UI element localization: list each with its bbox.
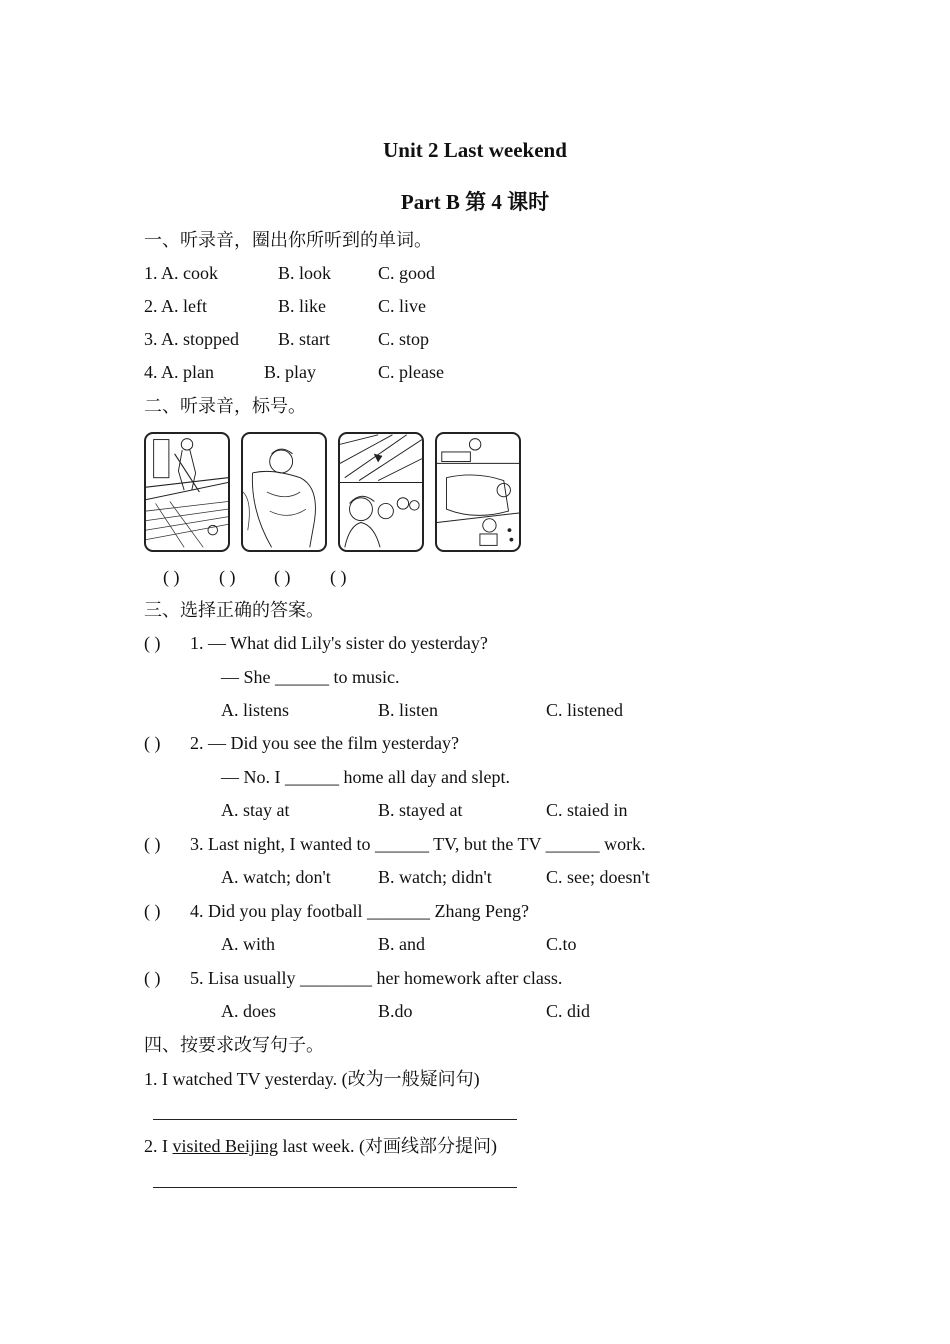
q1-stem: 1. — What did Lily's sister do yesterday? (190, 633, 488, 653)
mopping-floor-drawing (146, 434, 228, 550)
q5-answer-bracket[interactable]: ( ) (144, 968, 161, 988)
q2-option-b: B. stayed at (378, 800, 463, 820)
s1-item-3-option-b: B. start (278, 329, 330, 349)
s1-item-2-option-b: B. like (278, 296, 326, 316)
q2-stem-response: — No. I ______ home all day and slept. (221, 767, 510, 787)
section-heading-rewrite: 四、按要求改写句子。 (144, 1035, 324, 1055)
s1-item-2-option-c: C. live (378, 296, 426, 316)
picture-3-answer-bracket[interactable]: ( ) (274, 567, 291, 587)
q5-option-a: A. does (221, 1001, 276, 1021)
s1-item-3-number-option-a: 3. A. stopped (144, 329, 240, 349)
q5-option-c: C. did (546, 1001, 591, 1021)
s1-item-1-option-c: C. good (378, 263, 436, 283)
q3-option-a: A. watch; don't (221, 867, 331, 887)
page-title: Unit 2 Last weekend (383, 138, 567, 162)
cinema-drawing (340, 434, 422, 550)
rewrite-item-2-answer-line[interactable] (153, 1187, 517, 1188)
q1-stem-response: — She ______ to music. (221, 667, 400, 687)
sleeping-drawing (243, 434, 325, 550)
sleeping-picture (241, 432, 327, 552)
rewrite-item-1: 1. I watched TV yesterday. (改为一般疑问句) (144, 1069, 480, 1089)
q4-answer-bracket[interactable]: ( ) (144, 901, 161, 921)
q3-answer-bracket[interactable]: ( ) (144, 834, 161, 854)
q5-option-b: B.do (378, 1001, 413, 1021)
q3-stem: 3. Last night, I wanted to ______ TV, but the TV ______ work. (190, 834, 646, 854)
picture-2-answer-bracket[interactable]: ( ) (219, 567, 236, 587)
q3-option-c: C. see; doesn't (546, 867, 650, 887)
q3-option-b: B. watch; didn't (378, 867, 492, 887)
q1-option-b: B. listen (378, 700, 439, 720)
q2-option-c: C. staied in (546, 800, 628, 820)
s1-item-4-number-option-a: 4. A. plan (144, 362, 215, 382)
rewrite-item-2: 2. I visited Beijing last week. (对画线部分提问) (144, 1136, 497, 1156)
q4-option-a: A. with (221, 934, 275, 954)
s1-item-1-option-b: B. look (278, 263, 332, 283)
s1-item-4-option-b: B. play (264, 362, 316, 382)
section-heading-choose-answer: 三、选择正确的答案。 (144, 600, 324, 620)
section-heading-listen-circle: 一、听录音，圈出你所听到的单词。 (144, 230, 432, 250)
q5-stem: 5. Lisa usually ________ her homework after class. (190, 968, 563, 988)
s1-item-3-option-c: C. stop (378, 329, 430, 349)
s1-item-2-number-option-a: 2. A. left (144, 296, 207, 316)
q4-option-c: C.to (546, 934, 577, 954)
rewrite-item-1-answer-line[interactable] (153, 1119, 517, 1120)
rewrite-item-2-underlined-phrase: visited Beijing (172, 1136, 278, 1156)
q2-answer-bracket[interactable]: ( ) (144, 733, 161, 753)
q2-stem: 2. — Did you see the film yesterday? (190, 733, 459, 753)
cooking-and-bed-drawing (437, 434, 519, 550)
q4-option-b: B. and (378, 934, 425, 954)
mopping-floor-picture (144, 432, 230, 552)
cinema-picture (338, 432, 424, 552)
q1-option-c: C. listened (546, 700, 623, 720)
page-subtitle: Part B 第 4 课时 (400, 190, 550, 214)
cooking-and-bed-picture (435, 432, 521, 552)
picture-1-answer-bracket[interactable]: ( ) (163, 567, 180, 587)
q2-option-a: A. stay at (221, 800, 290, 820)
q1-answer-bracket[interactable]: ( ) (144, 633, 161, 653)
s1-item-4-option-c: C. please (378, 362, 444, 382)
s1-item-1-number-option-a: 1. A. cook (144, 263, 219, 283)
q4-stem: 4. Did you play football _______ Zhang Peng? (190, 901, 529, 921)
section-heading-listen-number: 二、听录音，标号。 (144, 396, 306, 416)
picture-4-answer-bracket[interactable]: ( ) (330, 567, 347, 587)
q1-option-a: A. listens (221, 700, 290, 720)
